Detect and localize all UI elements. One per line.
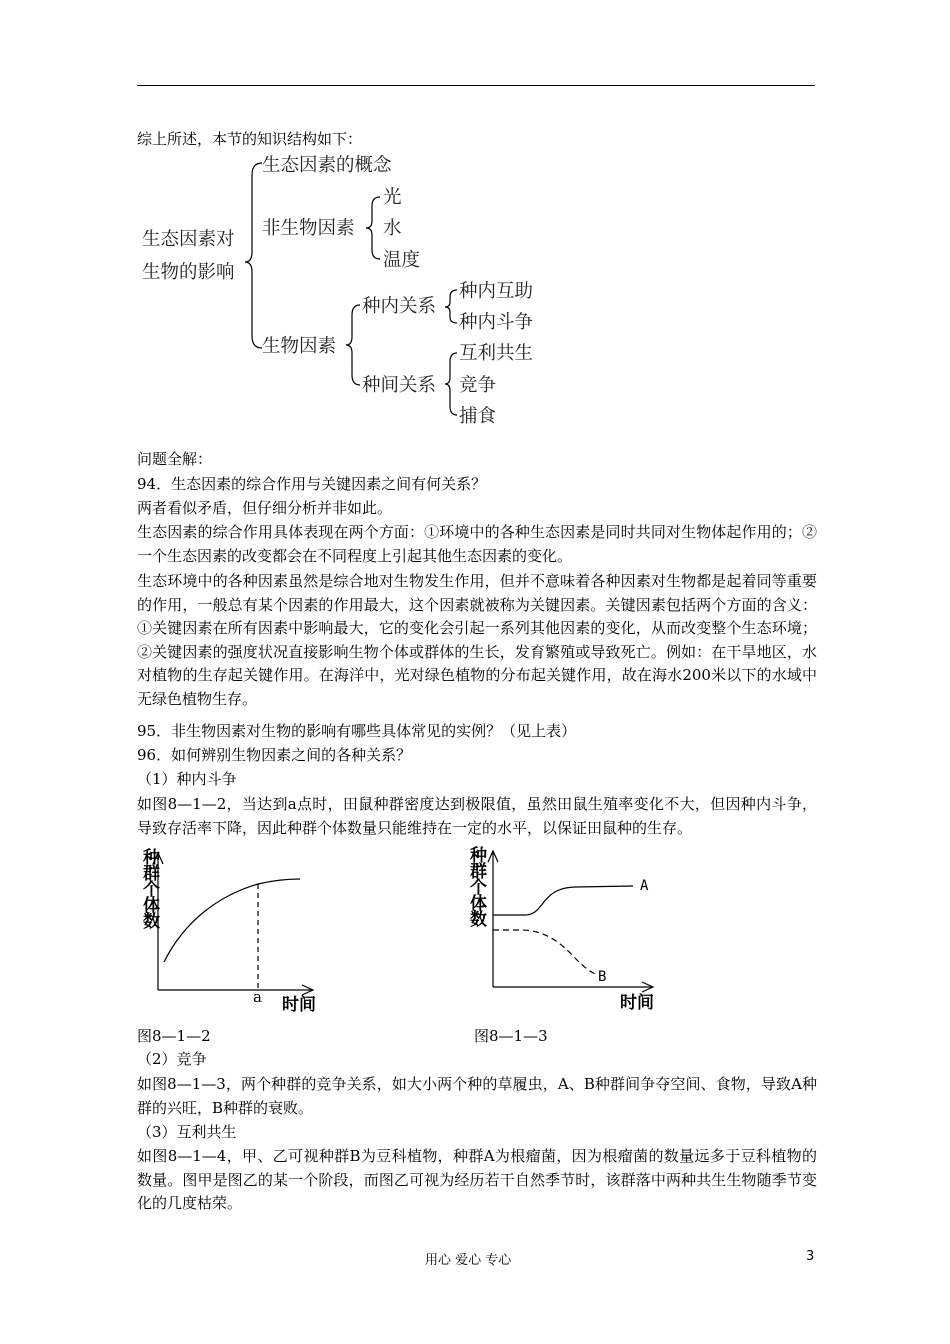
fig2-xlabel: 时间 (620, 993, 654, 1013)
question-94: 94．生态因素的综合作用与关键因素之间有何关系？ (137, 475, 487, 493)
tree-inter-item: 互利共生 (459, 343, 534, 364)
paragraph-4: 如图8—1—2，当达到a点时，田鼠种群密度达到极限值，虽然田鼠生殖率变化不大，但因种内斗争，导致存活率下降，因此种群个体数量只能维持在一定的水平，以保证田鼠种的生存。 (137, 795, 817, 837)
page-number: 3 (806, 1249, 815, 1264)
fig1-ylabel: 种 群 个 体 数 (143, 848, 160, 932)
tree-abiotic-item: 温度 (383, 250, 421, 271)
fig2-curve-b (493, 930, 598, 975)
paragraph-2: 生态因素的综合作用具体表现在两个方面：①环境中的各种生态因素是同时共同对生物体起作用的；②一个生态因素的改变都会在不同程度上引起其他生态因素的变化。 (137, 523, 817, 565)
fig2-ylabel: 种 群 个 体 数 (470, 846, 487, 930)
paragraph-1: 两者看似矛盾，但仔细分析并非如此。 (137, 499, 393, 517)
fig1-point-a: a (253, 988, 262, 1006)
section-title: 问题全解： (137, 450, 213, 468)
paragraph-6: 如图8—1—4，甲、乙可视种群B为豆科植物，种群A为根瘤菌，因为根瘤菌的数量远多于豆科植物的数量。图甲是图乙的某一个阶段，而图乙可视为经历若干自然季节时，该群落中两种共生生物随季节变化的几度枯荣。 (137, 1147, 817, 1212)
tree-inter-item: 竞争 (459, 375, 497, 396)
subsection-1: （1）种内斗争 (137, 770, 237, 788)
fig2-label-b: B (598, 969, 607, 985)
tree-intra-item: 种内互助 (459, 281, 534, 302)
fig2-label-a: A (640, 878, 649, 894)
tree-abiotic-item: 光 (383, 187, 402, 208)
tree-biotic: 生物因素 (262, 336, 337, 357)
question-95: 95．非生物因素对生物的影响有哪些具体常见的实例？（见上表） (137, 722, 577, 740)
tree-root-line1: 生态因素对 (142, 229, 235, 250)
tree-intra: 种内关系 (362, 296, 437, 317)
tree-abiotic: 非生物因素 (262, 218, 355, 239)
fig2-curve-a (493, 886, 633, 915)
question-96: 96．如何辨别生物因素之间的各种关系？ (137, 746, 412, 764)
fig2-caption: 图8—1—3 (474, 1027, 548, 1045)
tree-abiotic-item: 水 (383, 218, 402, 239)
paragraph-3: 生态环境中的各种因素虽然是综合地对生物发生作用，但并不意味着各种因素对生物都是起着同等重要的作用，一般总有某个因素的作用最大，这个因素就被称为关键因素。关键因素包括两个方面的含义：①关键因素在所有因素中影响最大，它的变化会引起一系列其他因素的变化，从而改变整个生态环境；②关键因素的强度状况直接影响生物个体或群体的生长，发育繁殖或导致死亡。例如：在干旱地区，水对植物的生存起关键作用。在海洋中，光对绿色植物的分布起关键作用，故在海水200米以下的水域中无绿色植物生存。 (137, 572, 817, 708)
tree-inter: 种间关系 (362, 375, 437, 396)
footer-text: 用心 爱心 专心 (425, 1253, 512, 1268)
subsection-3: （3）互利共生 (137, 1123, 237, 1141)
fig1-xlabel: 时间 (282, 995, 316, 1015)
tree-intra-item: 种内斗争 (459, 312, 534, 333)
fig1-caption: 图8—1—2 (137, 1027, 211, 1045)
tree-root-line2: 生物的影响 (142, 262, 235, 283)
intro-text: 综上所述，本节的知识结构如下： (137, 130, 363, 148)
subsection-2: （2）竞争 (137, 1050, 207, 1068)
tree-inter-item: 捕食 (459, 406, 497, 427)
tree-concept: 生态因素的概念 (262, 155, 392, 176)
paragraph-5: 如图8—1—3，两个种群的竞争关系，如大小两个种的草履虫，A、B种群间争夺空间、食物，导致A种群的兴旺，B种群的衰败。 (137, 1075, 817, 1117)
